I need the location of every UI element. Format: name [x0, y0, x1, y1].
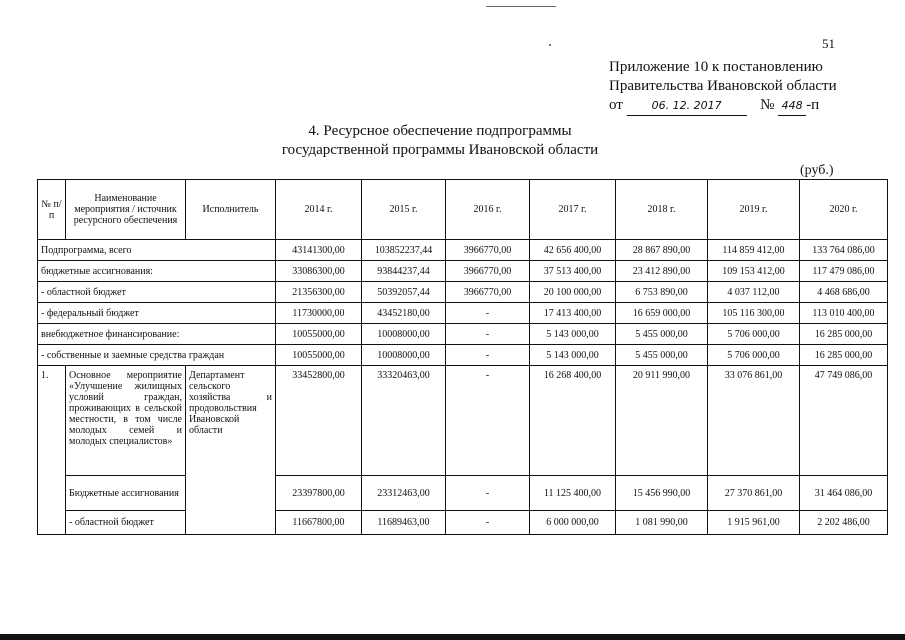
header-2018: 2018 г. [616, 180, 708, 240]
value-cell: 6 000 000,00 [530, 511, 616, 535]
value-cell: 10055000,00 [276, 345, 362, 366]
summary-row [38, 282, 888, 303]
value-cell: 17 413 400,00 [530, 303, 616, 324]
value-cell: 5 455 000,00 [616, 324, 708, 345]
value-cell: 10008000,00 [362, 324, 446, 345]
appendix-line-2: Правительства Ивановской области [609, 78, 837, 94]
value-cell: 28 867 890,00 [616, 240, 708, 261]
row-label: бюджетные ассигнования: [38, 261, 276, 282]
header-executor: Исполнитель [186, 180, 276, 240]
header-row [38, 180, 888, 240]
event-executor: Департамент сельского хозяйства и продовольствия Ивановской области [186, 366, 276, 535]
value-cell: 16 285 000,00 [800, 324, 888, 345]
value-cell: 6 753 890,00 [616, 282, 708, 303]
value-cell: 5 706 000,00 [708, 324, 800, 345]
number-suffix: -п [806, 97, 820, 113]
value-cell: 109 153 412,00 [708, 261, 800, 282]
value-cell: 16 285 000,00 [800, 345, 888, 366]
value-cell: 10055000,00 [276, 324, 362, 345]
value-cell: 93844237,44 [362, 261, 446, 282]
value-cell: 11 125 400,00 [530, 476, 616, 511]
row-label: внебюджетное финансирование: [38, 324, 276, 345]
title-line-1: 4. Ресурсное обеспечение подпрограммы [308, 123, 572, 139]
value-cell: 117 479 086,00 [800, 261, 888, 282]
value-cell: 105 116 300,00 [708, 303, 800, 324]
from-label: от [609, 97, 623, 113]
value-cell: 3966770,00 [446, 261, 530, 282]
value-cell: 3966770,00 [446, 282, 530, 303]
value-cell: 16 659 000,00 [616, 303, 708, 324]
value-cell: 23312463,00 [362, 476, 446, 511]
value-cell: 43452180,00 [362, 303, 446, 324]
scan-bottom-bar [0, 634, 905, 640]
row-label: - областной бюджет [38, 282, 276, 303]
value-cell: 47 749 086,00 [800, 366, 888, 476]
value-cell: 50392057,44 [362, 282, 446, 303]
row-label: - собственные и заемные средства граждан [38, 345, 276, 366]
value-cell: 10008000,00 [362, 345, 446, 366]
value-cell: 42 656 400,00 [530, 240, 616, 261]
value-cell: 114 859 412,00 [708, 240, 800, 261]
header-num: № п/п [38, 180, 66, 240]
row-label: Бюджетные ассигнования [66, 476, 186, 511]
value-cell: 33452800,00 [276, 366, 362, 476]
value-cell: 5 143 000,00 [530, 345, 616, 366]
header-2016: 2016 г. [446, 180, 530, 240]
scan-top-line [486, 6, 556, 7]
header-2019: 2019 г. [708, 180, 800, 240]
value-cell: 11667800,00 [276, 511, 362, 535]
header-2014: 2014 г. [276, 180, 362, 240]
header-2017: 2017 г. [530, 180, 616, 240]
scan-dot [549, 44, 551, 46]
value-cell: 31 464 086,00 [800, 476, 888, 511]
row-label: - федеральный бюджет [38, 303, 276, 324]
currency-unit: (руб.) [800, 163, 834, 178]
value-cell: 1 915 961,00 [708, 511, 800, 535]
value-cell: 4 037 112,00 [708, 282, 800, 303]
value-cell: 37 513 400,00 [530, 261, 616, 282]
value-cell: - [446, 324, 530, 345]
value-cell: - [446, 511, 530, 535]
summary-row [38, 345, 888, 366]
value-cell: 15 456 990,00 [616, 476, 708, 511]
value-cell: - [446, 345, 530, 366]
summary-row [38, 324, 888, 345]
appendix-line-1: Приложение 10 к постановлению [609, 59, 823, 75]
value-cell: 33 076 861,00 [708, 366, 800, 476]
value-cell: 5 455 000,00 [616, 345, 708, 366]
event-name: Основное мероприятие «Улучшение жилищных условий граждан, проживающих в сельской местности, в том числе молодых семей и молодых специалистов» [66, 366, 186, 476]
decree-date: 06. 12. 2017 [627, 96, 747, 116]
value-cell: 4 468 686,00 [800, 282, 888, 303]
value-cell: 27 370 861,00 [708, 476, 800, 511]
value-cell: - [446, 303, 530, 324]
resource-table [37, 179, 888, 535]
value-cell: 3966770,00 [446, 240, 530, 261]
value-cell: 21356300,00 [276, 282, 362, 303]
value-cell: 5 143 000,00 [530, 324, 616, 345]
value-cell: 16 268 400,00 [530, 366, 616, 476]
value-cell: 20 911 990,00 [616, 366, 708, 476]
value-cell: 43141300,00 [276, 240, 362, 261]
document-title [240, 122, 640, 160]
event-row [38, 366, 888, 476]
event-sub-row [38, 511, 888, 535]
event-sub-row [38, 476, 888, 511]
value-cell: 113 010 400,00 [800, 303, 888, 324]
header-2015: 2015 г. [362, 180, 446, 240]
appendix-block [609, 58, 839, 116]
page-number: 51 [822, 36, 835, 51]
summary-row [38, 240, 888, 261]
decree-number: 448 [778, 96, 806, 116]
number-label: № [760, 97, 775, 113]
value-cell: 1 081 990,00 [616, 511, 708, 535]
value-cell: 133 764 086,00 [800, 240, 888, 261]
row-label: - областной бюджет [66, 511, 186, 535]
row-label: Подпрограмма, всего [38, 240, 276, 261]
appendix-line-3 [609, 96, 839, 116]
value-cell: 11689463,00 [362, 511, 446, 535]
value-cell: 20 100 000,00 [530, 282, 616, 303]
header-name: Наименование мероприятия / источник ресурсного обеспечения [66, 180, 186, 240]
value-cell: 23397800,00 [276, 476, 362, 511]
value-cell: 23 412 890,00 [616, 261, 708, 282]
value-cell: 33086300,00 [276, 261, 362, 282]
value-cell: - [446, 476, 530, 511]
value-cell: 103852237,44 [362, 240, 446, 261]
title-line-2: государственной программы Ивановской области [281, 142, 599, 158]
value-cell: 5 706 000,00 [708, 345, 800, 366]
value-cell: - [446, 366, 530, 476]
header-2020: 2020 г. [800, 180, 888, 240]
value-cell: 11730000,00 [276, 303, 362, 324]
value-cell: 33320463,00 [362, 366, 446, 476]
summary-row [38, 261, 888, 282]
summary-row [38, 303, 888, 324]
scan-bottom-edge [0, 630, 905, 640]
value-cell: 2 202 486,00 [800, 511, 888, 535]
event-num: 1. [38, 366, 66, 535]
